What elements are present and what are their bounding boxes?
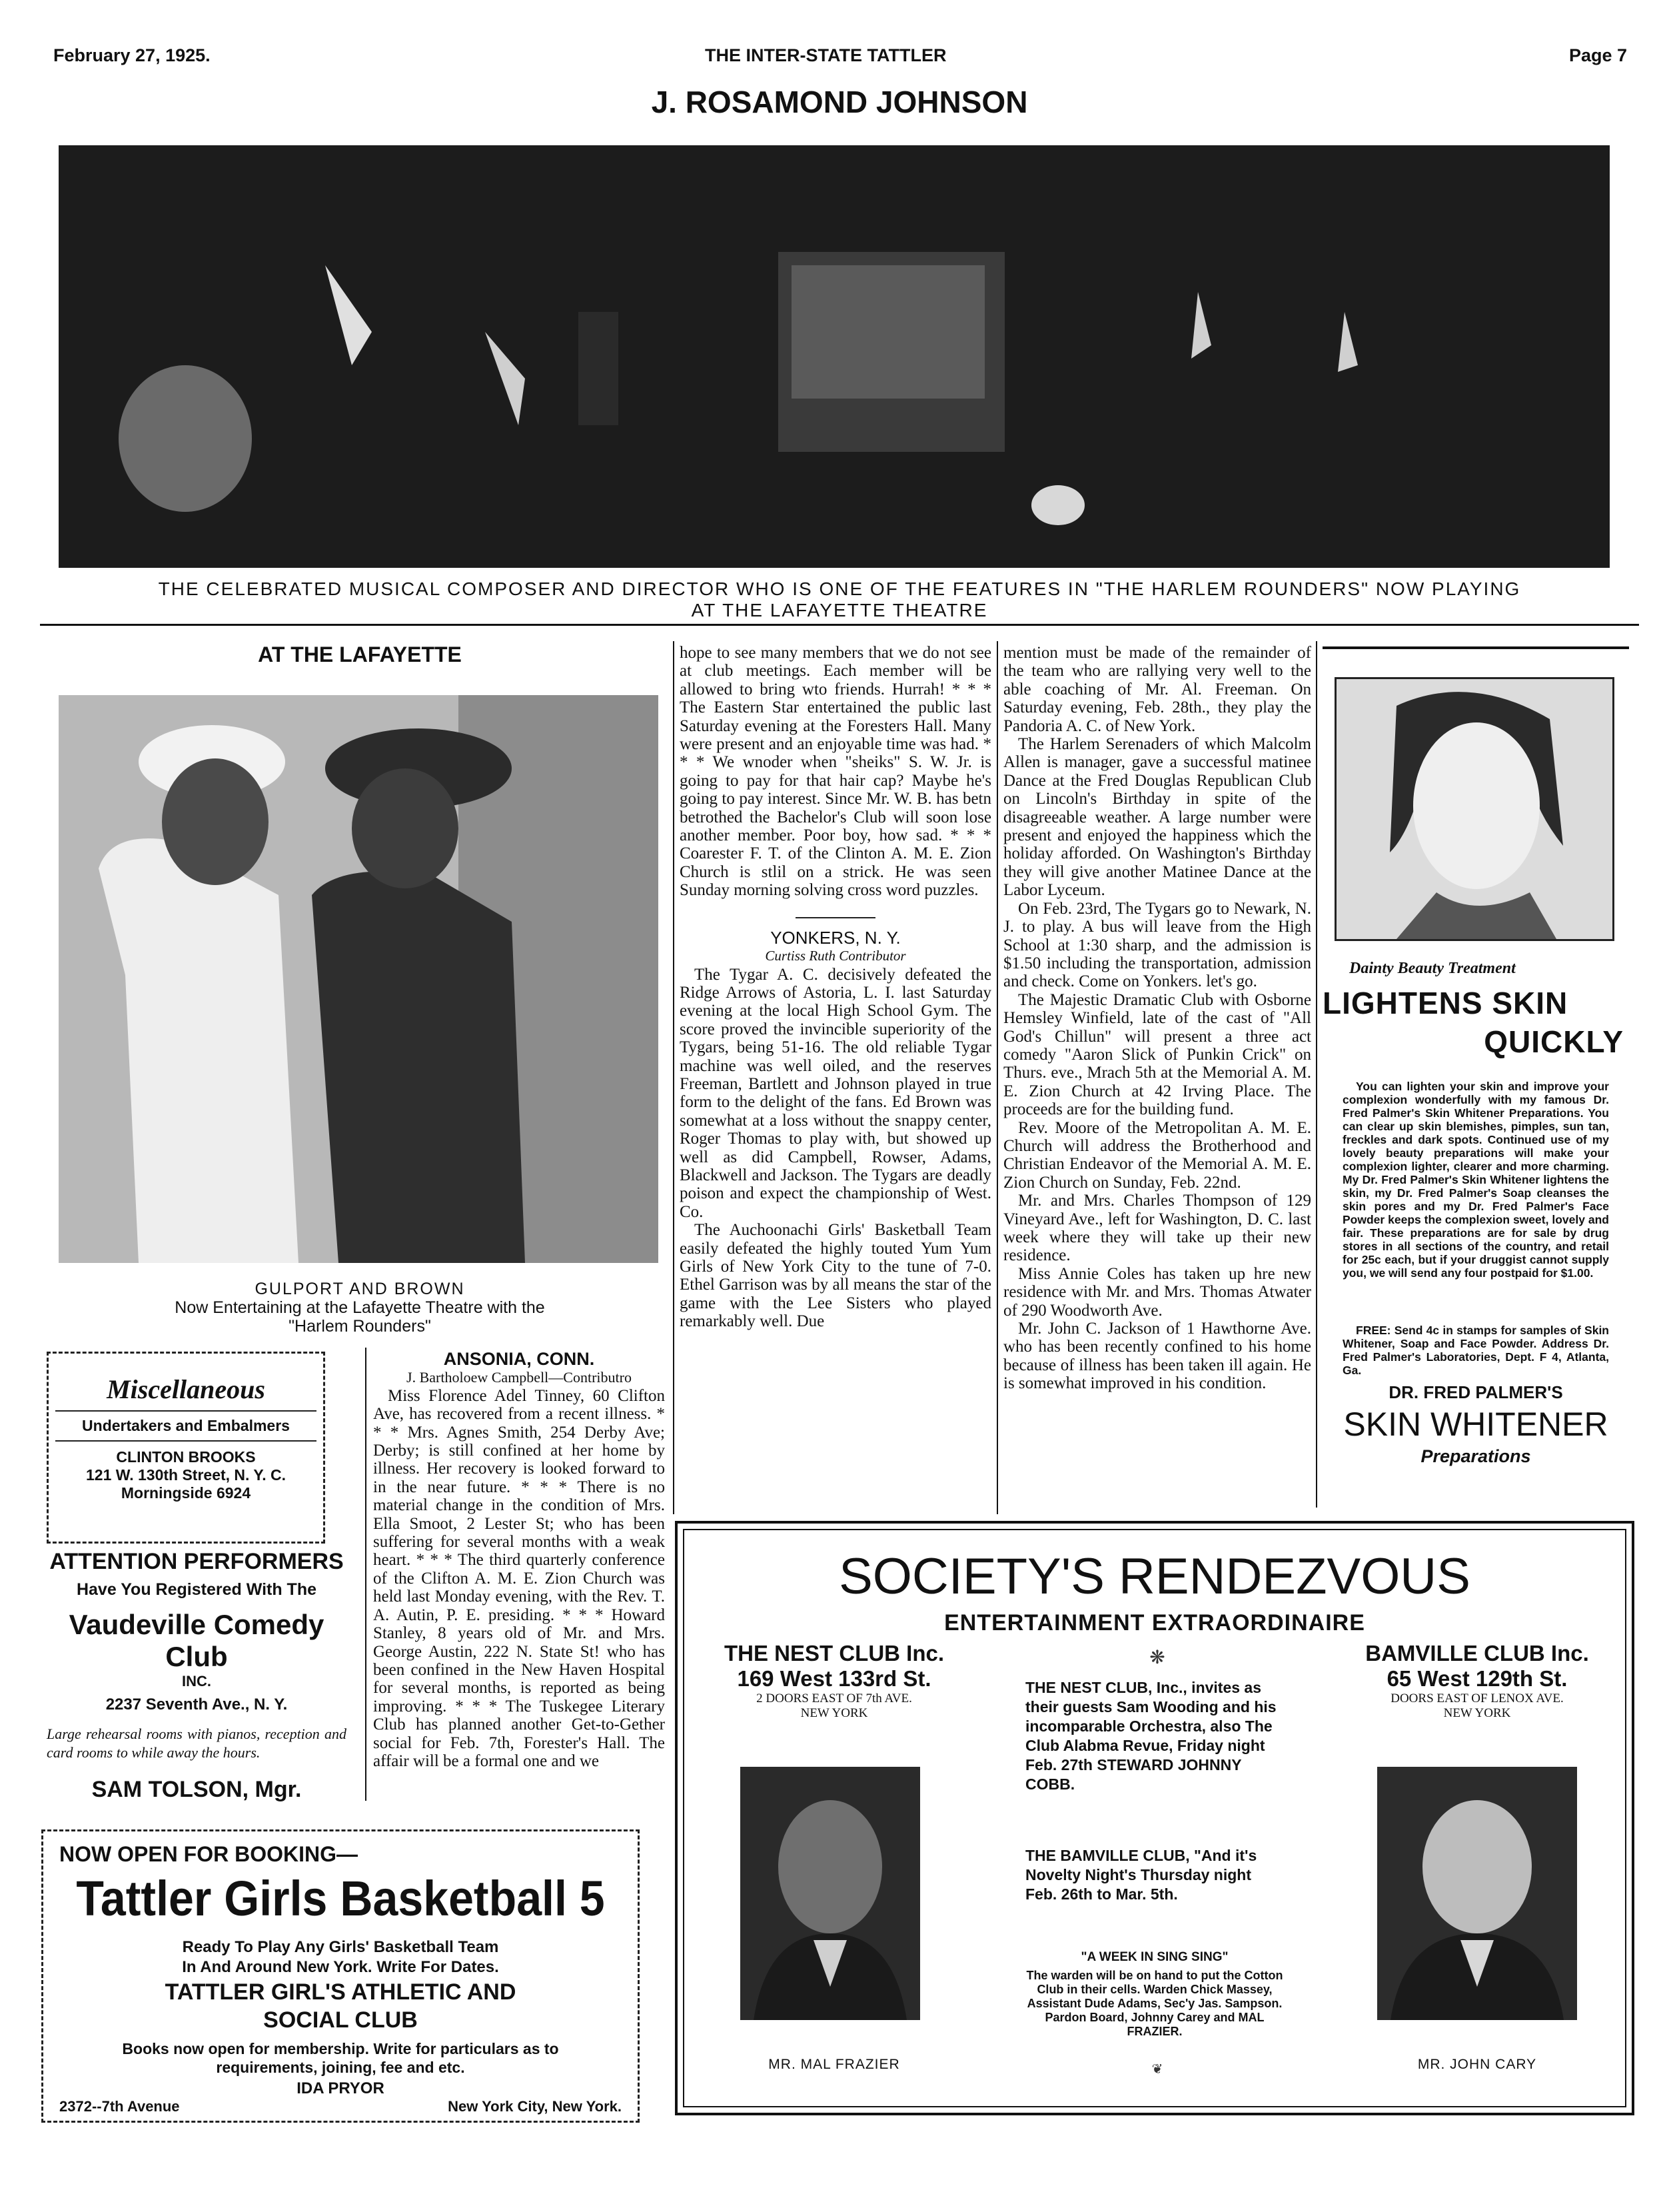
ansonia-title: ANSONIA, CONN. [443,1349,595,1369]
basketball-line3: In And Around New York. Write For Dates. [182,1958,499,1976]
lafayette-caption-line2: Now Entertaining at the Lafayette Theatre with the [175,1298,545,1317]
basketball-line2: Ready To Play Any Girls' Basketball Team [182,1938,499,1956]
vaudeville-club-name: Vaudeville Comedy Club [69,1609,324,1672]
nest-club-address: 169 West 133rd St. [737,1666,931,1691]
misc-ad-address: 121 W. 130th Street, N. Y. C. [86,1466,286,1484]
bamville-club-sub2: NEW YORK [1443,1706,1511,1720]
skin-free-offer: FREE: Send 4c in stamps for samples of Skin Whitener, Soap and Face Powder. Address Dr. Fred Palmer's Laboratories, Dept. F 4, Atlanta, Ga. [1343,1324,1609,1377]
skin-brand: DR. FRED PALMER'S [1389,1382,1563,1402]
skin-whitener-ad [1323,646,1629,1508]
misc-ad-contact [49,1448,323,1502]
vaudeville-manager: SAM TOLSON, Mgr. [91,1777,302,1802]
basketball-club2: SOCIAL CLUB [263,2007,418,2033]
basketball-address-right: New York City, New York. [448,2098,622,2115]
bamville-club-address: 65 West 129th St. [1387,1666,1568,1691]
page-number: Page 7 [1569,45,1628,65]
lafayette-caption-line3: "Harlem Rounders" [288,1317,431,1336]
banner-photo [59,145,1610,568]
john-cary-caption: MR. JOHN CARY [1417,2057,1537,2072]
banner-caption-line2: AT THE LAFAYETTE THEATRE [691,600,988,620]
lafayette-photo [59,695,658,1263]
society-title: SOCIETY'S RENDEZVOUS [839,1548,1470,1605]
skin-headline-1: LIGHTENS SKIN [1323,986,1568,1020]
yonkers-title: YONKERS, N. Y. [770,927,901,948]
yonkers-byline: Curtiss Ruth Contributor [765,948,906,964]
col3-text1: hope to see many members that we do not see at club meetings. Each member will be allowed to bring wto friends. Hurrah! * * * The Eastern Star entertained the public last Saturday evening at the Foresters Hall. Many were present and an enjoyable time was had. * * * We wnoder when "sheiks" S. W. Jr. is going to pay for that hair cap? Maybe he's going to pay interest. Since Mr. W. B. has betn betrothed the Bachelor's Club will soon lose another member. Poor boy, how sad. * * * Coarester F. T. of the Clinton A. M. E. Zion Church is stlil on a strick. He was seen Sunday morning solving cross word puzzles. [680,644,991,900]
col4-p7: Miss Annie Coles has taken up hre new residence with Mr. and Mrs. Thomas Atwater of 290 Woodworth Ave. [1003,1264,1311,1320]
misc-ad-phone: Morningside 6924 [121,1484,251,1502]
banner-rule [40,624,1639,626]
vaudeville-ad [47,1545,346,1825]
basketball-club1: TATTLER GIRL'S ATHLETIC AND [165,1979,516,2005]
vaudeville-line2: Have You Registered With The [76,1580,317,1599]
banner-caption [40,578,1639,621]
orchestra-photo-image [59,145,1610,568]
column-divider [365,1348,366,1801]
misc-ad-line1: Undertakers and Embalmers [82,1417,290,1434]
nest-club-sub1: 2 DOORS EAST OF 7th AVE. [756,1691,912,1705]
nest-club-block [704,1641,964,1721]
nest-club-sub2: NEW YORK [800,1706,868,1720]
ornament-bottom: ❦ [1151,2062,1163,2077]
basketball-title: Tattler Girls Basketball 5 [76,1871,605,1926]
mal-frazier-caption: MR. MAL FRAZIER [768,2057,900,2072]
vaudeville-desc: Large rehearsal rooms with pianos, reception and card rooms to while away the hours. [47,1725,346,1761]
ansonia-text: Miss Florence Adel Tinney, 60 Clifton Ave, has recovered from a recent illness. * * * Mrs. Agnes Smith, 254 Derby Ave; Derby; is still confined at her home by illness. Her recovery is looked forward to in the near future. * * * There is no material change in the condition of Mrs. Ella Smoot, 2 Lester St; who has been suffering for several months with a weak heart. * * * The third quarterly conference of the Clifton A. M. E. Zion Church was held last Monday evening, with the Rev. T. A. Autin, P. E. presiding. * * * Howard Stanley, 8 years old of Mr. and Mrs. George Austin, 222 N. State St! who has been confined in the New Haven Hospital for several months, is reported as being improving. * * * The Tuskegee Literary Club has planned another Get-to-Gether social for Feb. 7th, Forester's Hall. The affair will be a formal one and we [373,1386,665,1770]
mal-frazier-image [740,1767,920,2020]
sun-ornament: ❋ [1149,1648,1165,1668]
basketball-contact: IDA PRYOR [296,2079,384,2097]
skin-tagline: Dainty Beauty Treatment [1349,960,1516,977]
mal-frazier-photo [740,1767,920,2020]
society-subtitle: ENTERTAINMENT EXTRAORDINAIRE [944,1610,1365,1636]
col4-p2: The Harlem Serenaders of which Malcolm Allen is manager, gave a successful matinee Dance at the Fred Douglas Republican Club on Lincoln's Birthday in spite of the disagreeable weather. A large number were present and enjoyed the happiness which the holiday afforded. On Washington's Birthday they will give another Matinee Dance at the Labor Lyceum. [1003,735,1311,900]
column-divider [997,641,998,1514]
column-4 [1003,644,1311,1393]
col4-p1: mention must be made of the remainder of the team who are rallying very well to the able coaching of Mr. Al. Freeman. On Saturday evening, Feb. 28th., they play the Pandoria A. C. of New York. [1003,644,1311,735]
vaudeville-line1: ATTENTION PERFORMERS [49,1549,344,1574]
column-divider [673,641,674,1514]
skin-product: SKIN WHITENER [1343,1406,1608,1443]
bamville-club-sub1: DOORS EAST OF LENOX AVE. [1391,1691,1564,1705]
misc-ad-name: CLINTON BROOKS [116,1448,256,1466]
basketball-ad [41,1829,640,2123]
banner-caption-line1: THE CELEBRATED MUSICAL COMPOSER AND DIRECTOR WHO IS ONE OF THE FEATURES IN "THE HARLEM ROUNDERS" NOW PLAYING [158,578,1521,599]
col4-p4: The Majestic Dramatic Club with Osborne Hemsley Winfield, late of the cast of "All God's Chillun" will present a three act comedy "Aaron Slick of Punkin Crick" on Thurs. eve., Mrach 5th at the Memorial A. M. E. Zion Church at 42 Irving Place. The proceeds are for the building fund. [1003,990,1311,1119]
vaudeville-inc: INC. [182,1673,211,1689]
miscellaneous-ad [47,1352,325,1544]
col4-p5: Rev. Moore of the Metropolitan A. M. E. Church will address the Brotherhood and Christian Endeavor of the Memorial A. M. E. Zion Church on Sunday, Feb. 22nd. [1003,1118,1311,1192]
vaudeville-address: 2237 Seventh Ave., N. Y. [105,1695,288,1713]
bamville-club-block [1344,1641,1610,1721]
lafayette-caption-line1: GULPORT AND BROWN [255,1280,465,1298]
col4-p6: Mr. and Mrs. Charles Thompson of 129 Vineyard Ave., left for Washington, D. C. last week where they will take up their new residence. [1003,1192,1311,1265]
newspaper-name: THE INTER-STATE TATTLER [705,45,947,65]
col4-p3: On Feb. 23rd, The Tygars go to Newark, N. J. to play. A bus will leave from the High School at 1:30 sharp, and the admission is $1.50 including the transportation, admission and check. Come on Yonkers. let's go. [1003,899,1311,991]
john-cary-photo [1377,1767,1577,2020]
column-3 [680,644,991,1331]
column-divider [1316,641,1317,1508]
gulport-brown-photo-image [59,695,658,1263]
col3-text2: The Tygar A. C. decisively defeated the Ridge Arrows of Astoria, L. I. last Saturday evening at the local High School Gym. The score proved the invincible superiority of the Tygars, being 51-16. The old reliable Tygar machine was well oiled, and the reserves Freeman, Bartlett and Johnson played in true form to the delight of the fans. Ed Brown was somewhat at a loss without the snappy center, Roger Thomas to play with, but showed up well as did Campbell, Rowser, Adams, Blackwell and Jackson. The Tygars are deadly poison and expect the championship of West. Co. [680,965,991,1221]
ad-rule [1323,646,1629,649]
banner-title: J. ROSAMOND JOHNSON [651,85,1028,119]
skin-preparations: Preparations [1420,1446,1531,1466]
issue-date: February 27, 1925. [53,45,211,65]
skin-headline-2: QUICKLY [1484,1024,1624,1059]
basketball-line4: Books now open for membership. Write for particulars as to requirements, joining, fee and etc. [122,2040,559,2076]
col3-text3: The Auchoonachi Girls' Basketball Team easily defeated the highly touted Yum Yum Girls of New York City to the tune of 7-0. Ethel Garrison was by all means the star of the game with the Lee Sisters who played remarkably well. Due [680,1221,991,1331]
woman-portrait-image [1337,679,1612,939]
misc-ad-title: Miscellaneous [107,1374,265,1404]
lafayette-caption [53,1280,666,1336]
ansonia-column [373,1350,665,1770]
basketball-line1: NOW OPEN FOR BOOKING— [59,1842,358,1866]
bamville-novelty: THE BAMVILLE CLUB, "And it's Novelty Night's Thursday night Feb. 26th to Mar. 5th. [1025,1847,1257,1903]
sing-sing-text: The warden will be on hand to put the Cotton Club in their cells. Warden Chick Massey, Assistant Dude Adams, Sec'y Jas. Sampson. Pardon Board, Johnny Carey and MAL FRAZIER. [1026,1969,1283,2038]
nest-club-name: THE NEST CLUB Inc. [724,1641,945,1665]
john-cary-image [1377,1767,1577,2020]
skin-body: You can lighten your skin and improve your complexion wonderfully with my famous Dr. Fred Palmer's Skin Whitener Preparations. You can clear up skin blemishes, pimples, sun tan, freckles and dark spots. Continued use of my lovely beauty preparations will make your complexion lighter, clearer and more charming. My Dr. Fred Palmer's Skin Whitener lightens the skin, my Dr. Fred Palmer's Soap cleanses the skin pores and my Dr. Fred Palmer's Face Powder keeps the complexion sweet, lovely and fair. These preparations are for sale by drug stores in all sections of the country, and retail for 25c each, but if your druggist cannot supply you, we will send any four postpaid for $1.00. [1343,1080,1609,1280]
society-rendezvous-ad [675,1521,1634,2115]
col4-p8: Mr. John C. Jackson of 1 Hawthorne Ave. who has been recently confined to his home because of illness has been taken ill again. He is somewhat improved in his condition. [1003,1320,1311,1393]
bamville-club-name: BAMVILLE CLUB Inc. [1365,1641,1589,1665]
basketball-address-left: 2372--7th Avenue [59,2098,180,2115]
ansonia-byline: J. Bartholoew Campbell—Contributro [406,1369,632,1386]
sing-sing-title: "A WEEK IN SING SING" [1081,1950,1229,1964]
nest-club-invite: THE NEST CLUB, Inc., invites as their guests Sam Wooding and his incomparable Orchestra, also The Club Alabma Revue, Friday night Feb. 27th STEWARD JOHNNY COBB. [1025,1679,1277,1793]
woman-portrait [1335,677,1614,941]
lafayette-title: AT THE LAFAYETTE [258,642,462,666]
